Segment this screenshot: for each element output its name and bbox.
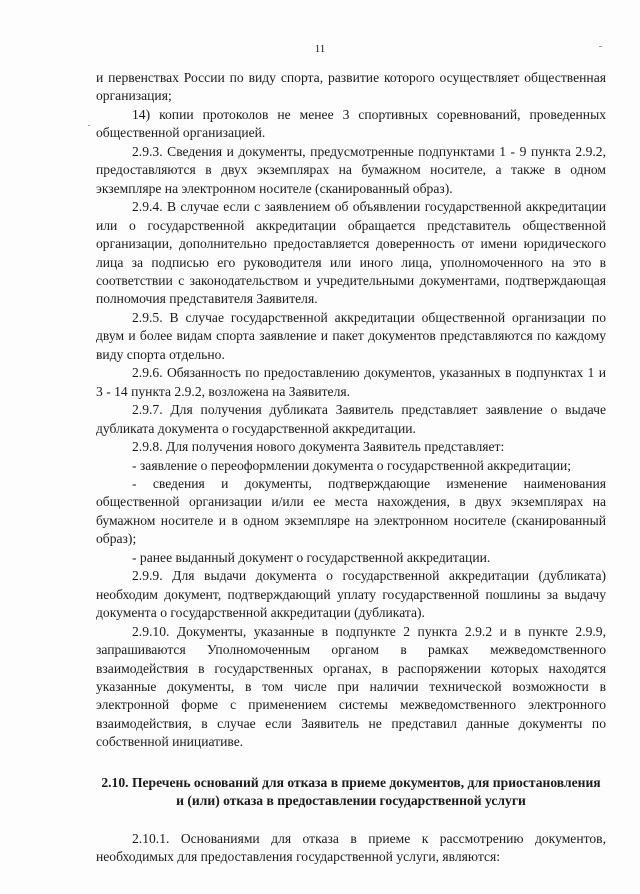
paragraph: 2.9.8. Для получения нового документа Заявитель представляет: — [132, 439, 505, 455]
section-heading: 2.10. Перечень оснований для отказа в приеме документов, для приостановления и (или) отказа в предоставлении государственной услуги — [101, 774, 601, 809]
document-body — [96, 69, 606, 867]
scan-speck — [599, 46, 602, 47]
list-item: - сведения и документы, подтверждающие изменение наименования общественной организации и/или ее места нахождения, в двух экземплярах на бумажном носителе и в одном экземпляре на электронном носителе (сканированный образ); — [96, 475, 606, 547]
paragraph: 2.9.10. Документы, указанные в подпункте 2 пункта 2.9.2 и в пункте 2.9.9, запрашиваются Уполномоченным органом в рамках межведомственного взаимодействия в государственных органах, в распоряжении которых находятся указанные документы, в том числе при наличии технической возможности в электронной форме с применением системы межведомственного электронного взаимодействия, в случае если Заявитель не представил данные документы по собственной инициативе. — [96, 623, 606, 750]
paragraph: 14) копии протоколов не менее 3 спортивных соревнований, проведенных общественной организацией. — [96, 106, 606, 141]
paragraph: 2.9.6. Обязанность по предоставлению документов, указанных в подпунктах 1 и 3 - 14 пункта 2.9.2, возложена на Заявителя. — [96, 365, 606, 399]
paragraph: 2.10.1. Основаниями для отказа в приеме к рассмотрению документов, необходимых для предоставления государственной услуги, являются: — [96, 830, 606, 865]
paragraph: 2.9.9. Для выдачи документа о государственной аккредитации (дубликата) необходим документ, подтверждающий уплату государственной пошлины за выдачу документа о государственной аккредитации (дубликата). — [96, 568, 606, 621]
paragraph: 2.9.5. В случае государственной аккредитации общественной организации по двум и более видам спорта заявление и пакет документов представляются по каждому виду спорта отдельно. — [96, 309, 606, 362]
list-item: - заявление о переоформлении документа о государственной аккредитации; — [132, 457, 572, 473]
scan-speck — [88, 125, 90, 126]
paragraph: 2.9.7. Для получения дубликата Заявитель представляет заявление о выдаче дубликата документа о государственной аккредитации. — [96, 402, 606, 436]
paragraph: 2.9.4. В случае если с заявлением об объявлении государственной аккредитации или о государственной аккредитации обращается представитель общественной организации, дополнительно предоставляется доверенность от имени юридического лица за подписью его руководителя или иного лица, уполномоченного на это в соответствии с законодательством и учредительными документами, подтверждающая полномочия представителя Заявителя. — [96, 199, 606, 307]
paragraph: и первенствах России по виду спорта, развитие которого осуществляет общественная организация; — [96, 70, 606, 104]
paragraph: 2.9.3. Сведения и документы, предусмотренные подпунктами 1 - 9 пункта 2.9.2, предоставляются в двух экземплярах на бумажном носителе, а также в одном экземпляре на электронном носителе (сканированный образ). — [96, 143, 606, 196]
page-number: 11 — [314, 43, 326, 55]
list-item: - ранее выданный документ о государственной аккредитации. — [132, 549, 491, 565]
